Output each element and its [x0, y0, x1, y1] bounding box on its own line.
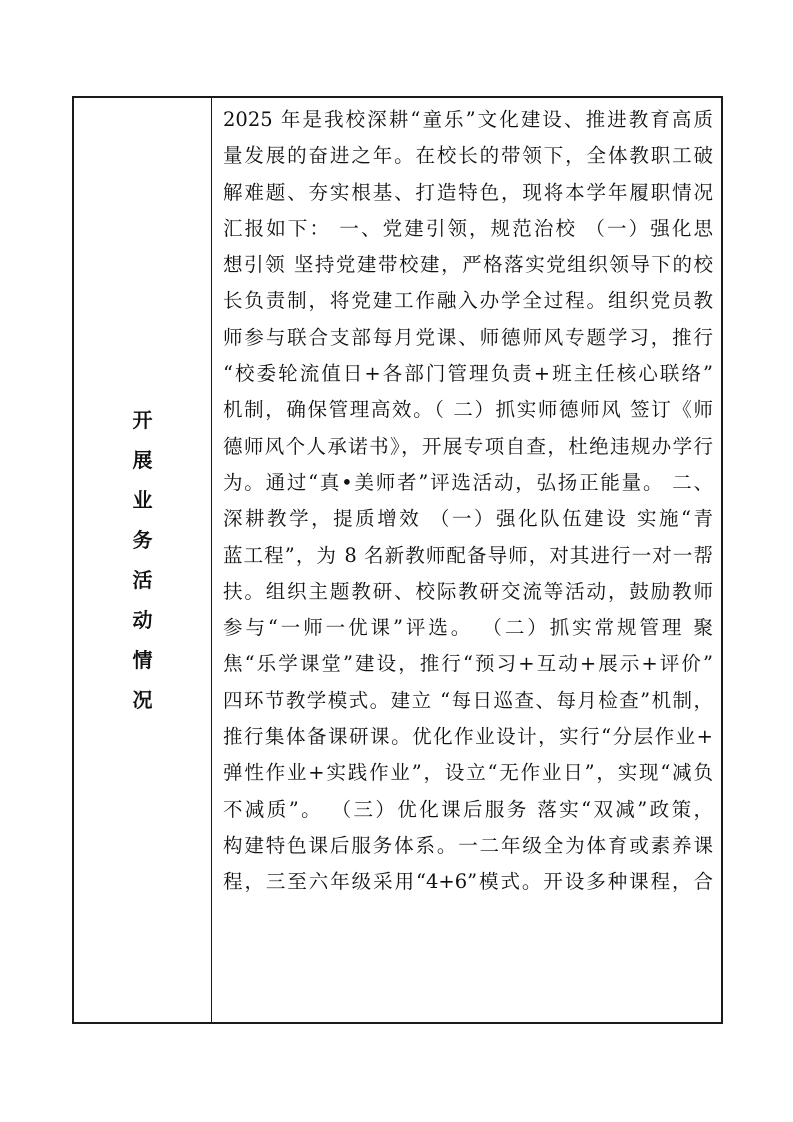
text-line: 为。通过“真•美师者”评选活动，弘扬正能量。 二、 — [223, 470, 713, 494]
report-content-cell — [212, 98, 721, 1022]
text-line: 焦“乐学课堂”建设，推行“预习+互动+展示+评价” — [223, 652, 713, 676]
row-label-char: 开 — [132, 408, 153, 432]
row-label-char: 情 — [132, 648, 153, 672]
row-label-char: 务 — [132, 528, 153, 552]
text-line: 四环节教学模式。建立 “每日巡查、每月检查”机制， — [223, 688, 713, 712]
text-line: 师参与联合支部每月党课、师德师风专题学习，推行 — [223, 325, 713, 349]
row-label-char: 展 — [132, 448, 153, 472]
text-line: 德师风个人承诺书》，开展专项自查，杜绝违规办学行 — [223, 434, 713, 458]
text-line: 扶。组织主题教研、校际教研交流等活动，鼓励教师 — [223, 579, 713, 603]
text-line: 构建特色课后服务体系。一二年级全为体育或素养课 — [223, 833, 713, 857]
row-label-cell — [74, 98, 212, 1022]
row-label-char: 活 — [132, 568, 153, 592]
text-line: 弹性作业+实践作业”，设立“无作业日”，实现“减负 — [223, 761, 713, 785]
text-line: 程，三至六年级采用“4+6”模式。开设多种课程，合 — [223, 870, 713, 894]
text-line: 不减质”。 （三）优化课后服务 落实“双减”政策， — [223, 797, 713, 821]
text-line: 蓝工程”，为 8 名新教师配备导师，对其进行一对一帮 — [223, 543, 713, 567]
row-label-char: 业 — [132, 488, 153, 512]
text-line: 2025 年是我校深耕“童乐”文化建设、推进教育高质 — [223, 108, 713, 131]
text-line: 深耕教学，提质增效 （一）强化队伍建设 实施“青 — [223, 507, 713, 531]
text-line: 解难题、夯实根基、打造特色，现将本学年履职情况 — [223, 180, 713, 204]
text-line: 汇报如下： 一、党建引领，规范治校 （一）强化思 — [223, 216, 713, 240]
text-line: 机制，确保管理高效。（ 二）抓实师德师风 签订《师 — [223, 398, 713, 422]
report-table — [72, 96, 723, 1024]
row-label-char: 动 — [132, 608, 153, 632]
text-line: 想引领 坚持党建带校建，严格落实党组织领导下的校 — [223, 253, 713, 277]
text-line: 长负责制，将党建工作融入办学全过程。组织党员教 — [223, 289, 713, 313]
text-line: 量发展的奋进之年。在校长的带领下，全体教职工破 — [223, 144, 713, 168]
text-line: 参与“一师一优课”评选。 （二）抓实常规管理 聚 — [223, 616, 713, 640]
text-line: 推行集体备课研课。优化作业设计，实行“分层作业+ — [223, 725, 713, 749]
text-line: “校委轮流值日+各部门管理负责+班主任核心联络” — [223, 362, 713, 386]
row-label-char: 况 — [132, 688, 153, 712]
